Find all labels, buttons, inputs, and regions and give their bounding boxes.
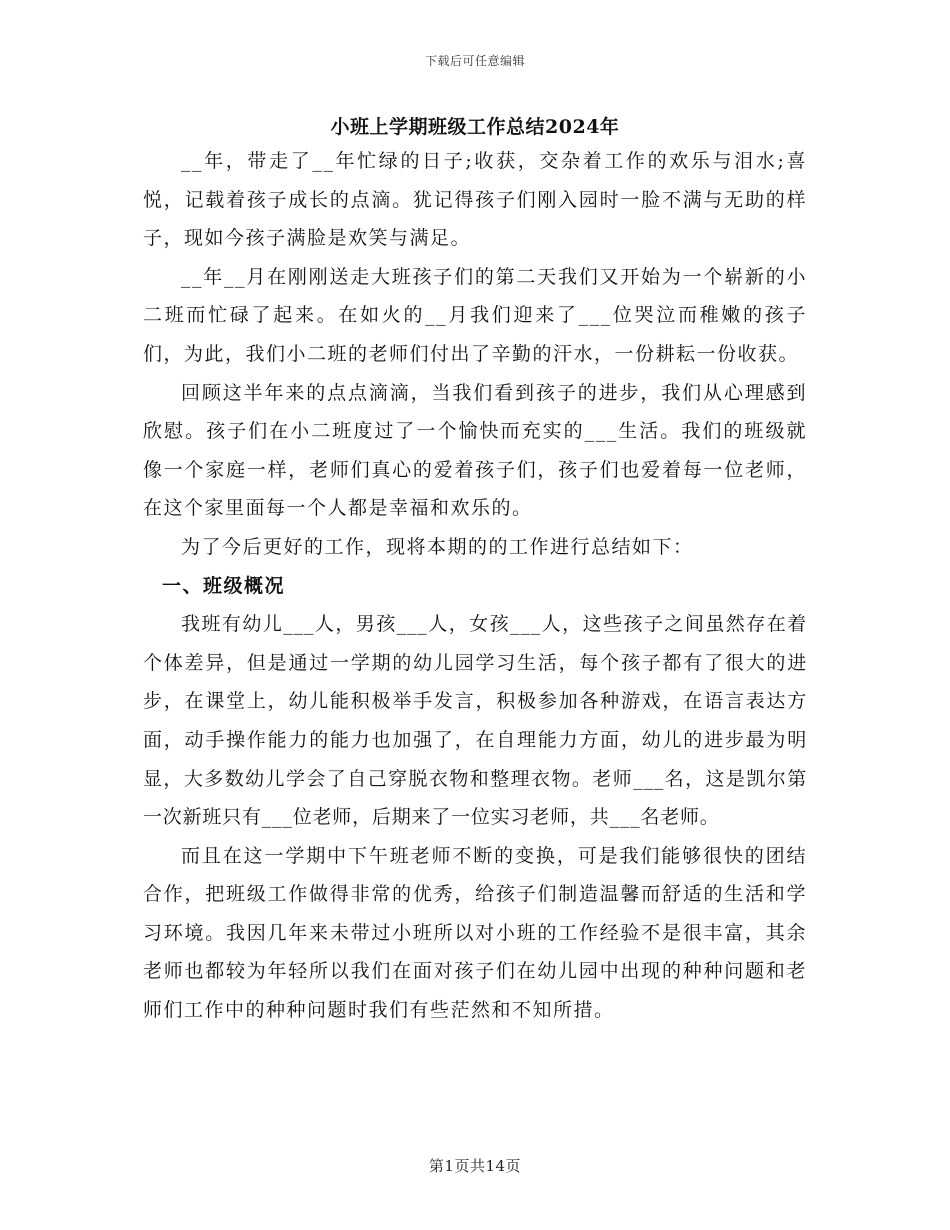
paragraph-4: 为了今后更好的工作，现将本期的的工作进行总结如下： (181, 535, 694, 558)
paragraph-1: __年，带走了__年忙绿的日子;收获，交杂着工作的欢乐与泪水;喜悦，记载着孩子成长的点滴。犹记得孩子们刚入园时一脸不满与无助的样子，现如今孩子满脸是欢笑与满足。 (143, 150, 807, 250)
document-title: 小班上学期班级工作总结2024年 (330, 116, 620, 138)
page-number: 第1页共14页 (428, 1157, 522, 1175)
paragraph-2: __年__月在刚刚送走大班孩子们的第二天我们又开始为一个崭新的小二班而忙碌了起来。在如火的__月我们迎来了___位哭泣而稚嫩的孩子们，为此，我们小二班的老师们付出了辛勤的汗水，一份耕耘一份收获。 (143, 265, 807, 365)
header-note: 下载后可任意编辑 (424, 54, 525, 68)
section-heading-class-overview: 一、班级概况 (162, 574, 286, 597)
paragraph-3: 回顾这半年来的点点滴滴，当我们看到孩子的进步，我们从心理感到欣慰。孩子们在小二班度过了一个愉快而充实的___生活。我们的班级就像一个家庭一样，老师们真心的爱着孩子们，孩子们也爱着每一位老师，在这个家里面每一个人都是幸福和欢乐的。 (143, 381, 807, 520)
document-body (143, 112, 807, 1030)
paragraph-5: 我班有幼儿___人，男孩___人，女孩___人，这些孩子之间虽然存在着个体差异，但是通过一学期的幼儿园学习生活，每个孩子都有了很大的进步，在课堂上，幼儿能积极举手发言，积极参加各种游戏，在语言表达方面，动手操作能力的能力也加强了，在自理能力方面，幼儿的进步最为明显，大多数幼儿学会了自己穿脱衣物和整理衣物。老师___名，这是凯尔第一次新班只有___位老师，后期来了一位实习老师，共___名老师。 (143, 613, 807, 829)
paragraph-6: 而且在这一学期中下午班老师不断的变换，可是我们能够很快的团结合作，把班级工作做得非常的优秀，给孩子们制造温馨而舒适的生活和学习环境。我因几年来未带过小班所以对小班的工作经验不是很丰富，其余老师也都较为年轻所以我们在面对孩子们在幼儿园中出现的种种问题和老师们工作中的种种问题时我们有些茫然和不知所措。 (143, 844, 807, 1022)
